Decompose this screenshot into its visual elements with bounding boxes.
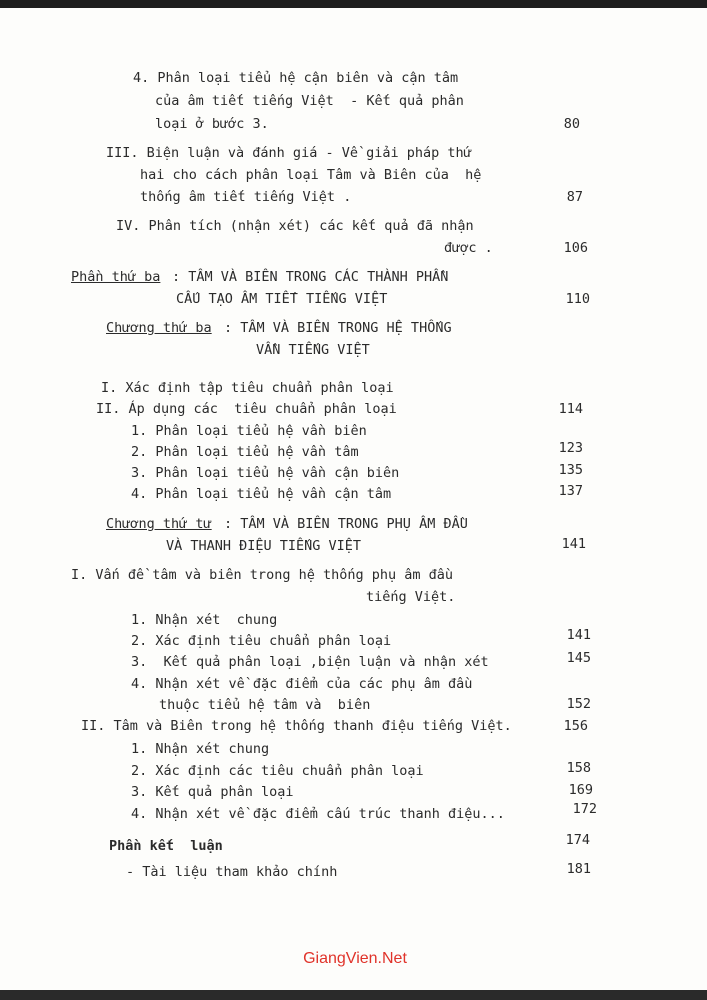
chapter-heading-label: Chương thứ tư (106, 516, 212, 532)
toc-page-number: 80 (563, 116, 580, 132)
conclusion-heading: Phần kết luận (109, 838, 223, 854)
part-heading-label: Phần thứ ba (71, 269, 161, 285)
toc-page-number: 123 (558, 440, 583, 456)
chapter-heading-title: : TÂM VÀ BIÊN TRONG PHỤ ÂM ĐẦU (224, 516, 468, 532)
chapter-heading-title: : TÂM VÀ BIÊN TRONG HỆ THỐNG (224, 320, 452, 336)
toc-page-number: 152 (566, 696, 591, 712)
toc-page-number: 181 (566, 861, 591, 877)
toc-entry: thống âm tiết tiếng Việt . (140, 189, 352, 205)
toc-entry: 3. Kết quả phân loại ,biện luận và nhận xét (131, 654, 489, 670)
watermark-label: GiangVien.Net (303, 950, 407, 967)
toc-page-number: 135 (558, 462, 583, 478)
toc-entry: hai cho cách phân loại Tâm và Biên của hệ (140, 167, 482, 183)
toc-entry: thuộc tiểu hệ tâm và biên (159, 697, 371, 713)
toc-entry: của âm tiết tiếng Việt - Kết quả phân (155, 93, 464, 109)
toc-entry: II. Áp dụng các tiêu chuẩn phân loại (96, 401, 397, 417)
toc-entry: I. Vấn đề tâm và biên trong hệ thống phụ âm đầu (71, 567, 454, 583)
toc-entry: được . (444, 240, 493, 256)
toc-entry: 2. Phân loại tiểu hệ vần tâm (131, 444, 359, 460)
toc-entry: - Tài liệu tham khảo chính (126, 864, 338, 880)
toc-entry: 1. Nhận xét chung (131, 612, 278, 628)
toc-entry: III. Biện luận và đánh giá - Về giải pháp thứ (106, 145, 472, 161)
toc-entry: 1. Phân loại tiểu hệ vần biên (131, 423, 367, 439)
toc-page-number: 169 (568, 782, 593, 798)
toc-page-number: 172 (572, 801, 597, 817)
toc-entry: 3. Phân loại tiểu hệ vần cận biên (131, 465, 400, 481)
toc-page-number: 110 (565, 291, 590, 307)
chapter-heading-title: VÀ THANH ĐIỆU TIẾNG VIỆT (166, 538, 362, 554)
toc-entry: 4. Phân loại tiểu hệ cận biên và cận tâm (133, 70, 459, 86)
toc-page-number: 158 (566, 760, 591, 776)
toc-page-number: 174 (565, 832, 590, 848)
chapter-heading-title: VẦN TIẾNG VIỆT (256, 342, 370, 358)
toc-page-number: 141 (561, 536, 586, 552)
part-heading-title: : TÂM VÀ BIÊN TRONG CÁC THÀNH PHẦN (172, 269, 449, 285)
chapter-heading-label: Chương thứ ba (106, 320, 212, 336)
top-scan-edge (0, 0, 707, 8)
toc-page-number: 106 (563, 240, 588, 256)
toc-entry: 1. Nhận xét chung (131, 741, 270, 757)
part-heading-title: CẤU TẠO ÂM TIẾT TIẾNG VIỆT (176, 291, 388, 307)
toc-entry: II. Tâm và Biên trong hệ thống thanh điệu tiếng Việt. (81, 718, 512, 734)
toc-entry: 2. Xác định các tiêu chuẩn phân loại (131, 763, 424, 779)
toc-page-number: 145 (566, 650, 591, 666)
bottom-scan-edge (0, 990, 707, 1000)
toc-entry: 2. Xác định tiêu chuẩn phân loại (131, 633, 392, 649)
toc-page-number: 156 (563, 718, 588, 734)
toc-page-number: 114 (558, 401, 583, 417)
toc-page-number: 87 (566, 189, 583, 205)
toc-page-number: 137 (558, 483, 583, 499)
toc-entry: I. Xác định tập tiêu chuẩn phân loại (101, 380, 394, 396)
toc-entry: 4. Nhận xét về đặc điểm cấu trúc thanh điệu... (131, 806, 505, 822)
toc-entry: tiếng Việt. (366, 589, 456, 605)
toc-page-number: 141 (566, 627, 591, 643)
toc-entry: loại ở bước 3. (155, 116, 269, 132)
toc-entry: 3. Kết quả phân loại (131, 784, 294, 800)
toc-entry: IV. Phân tích (nhận xét) các kết quả đã nhận (116, 218, 474, 234)
toc-entry: 4. Phân loại tiểu hệ vần cận tâm (131, 486, 392, 502)
toc-entry: 4. Nhận xét về đặc điểm của các phụ âm đầu (131, 676, 473, 692)
